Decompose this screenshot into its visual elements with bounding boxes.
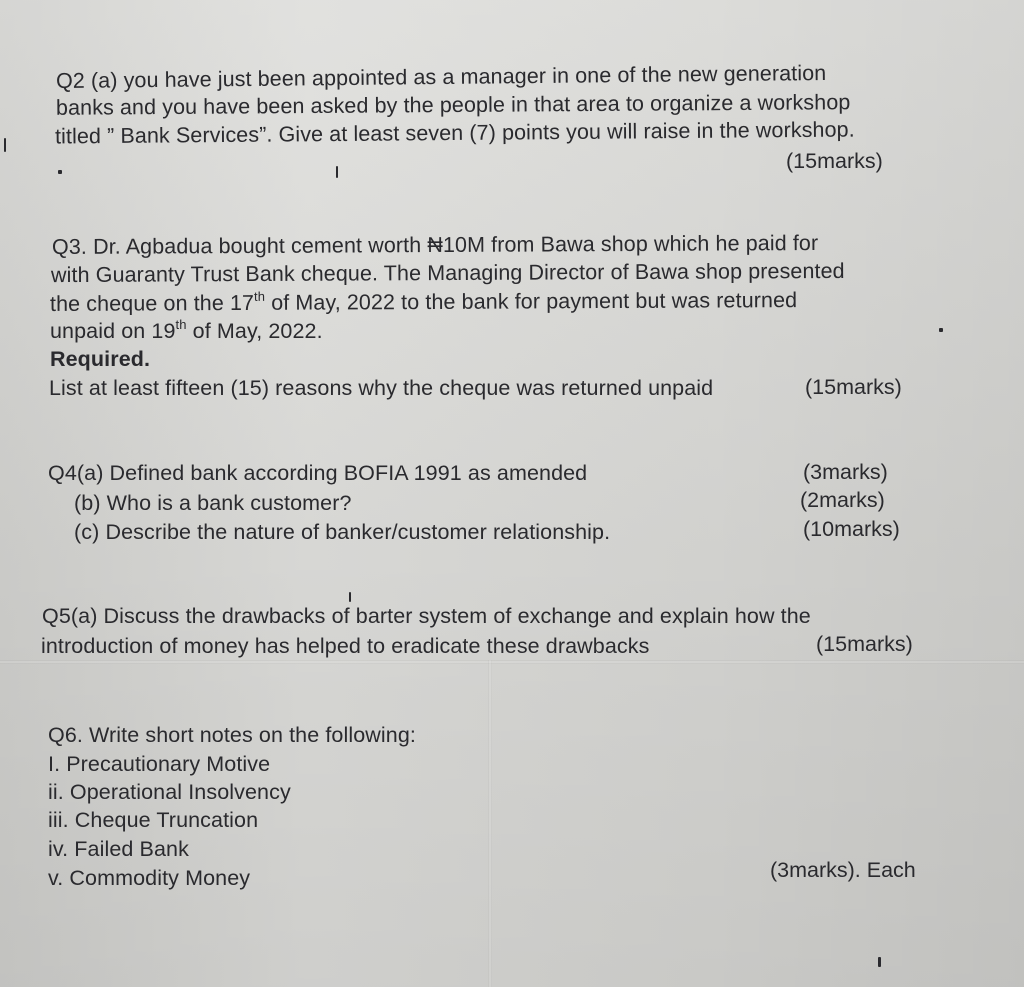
q3-task: List at least fifteen (15) reasons why the cheque was returned unpaid — [49, 376, 714, 400]
q2-marks: (15marks) — [786, 149, 883, 173]
q6-heading: Q6. Write short notes on the following: — [48, 723, 416, 747]
q4a-marks: (3marks) — [803, 460, 888, 484]
q6-item: iii. Cheque Truncation — [48, 808, 259, 832]
ink-speck — [939, 328, 943, 332]
q3-line-3-text-rest: of May, 2022 to the bank for payment but was returned — [265, 288, 798, 315]
q3-line-1: Q3. Dr. Agbadua bought cement worth ₦10M from Bawa shop which he paid for — [51, 230, 819, 260]
q5-line-1: Q5(a) Discuss the drawbacks of barter system of exchange and explain how the — [42, 604, 811, 628]
q4a-text: Q4(a) Defined bank according BOFIA 1991 as amended — [48, 461, 588, 485]
q5-line-2: introduction of money has helped to eradicate these drawbacks — [41, 634, 650, 658]
q2-line-3: titled ” Bank Services”. Give at least seven (7) points you will raise in the workshop. — [54, 117, 855, 149]
q5-marks: (15marks) — [816, 632, 913, 656]
q3-line-4-text-rest: of May, 2022. — [186, 319, 323, 343]
q4b-marks: (2marks) — [800, 488, 885, 512]
q4c-marks: (10marks) — [803, 517, 900, 541]
q6-item: v. Commodity Money — [48, 866, 251, 890]
paper-fold-horizontal — [0, 660, 1024, 664]
ink-speck — [878, 957, 881, 967]
q3-line-4-superscript: th — [175, 317, 187, 332]
q4c-text: (c) Describe the nature of banker/customer relationship. — [74, 520, 611, 544]
q6-item: ii. Operational Insolvency — [48, 780, 291, 804]
q6-item: iv. Failed Bank — [48, 837, 189, 861]
ink-speck — [58, 170, 62, 174]
q2-line-2: banks and you have been asked by the people in that area to organize a workshop — [55, 90, 851, 120]
q3-required-heading: Required. — [50, 347, 151, 371]
q3-line-4 — [50, 318, 323, 344]
q6-marks: (3marks). Each — [770, 858, 916, 882]
q3-line-3-text: the cheque on the 17 — [49, 290, 255, 316]
ink-speck — [4, 138, 6, 152]
q3-line-3-superscript: th — [253, 288, 266, 304]
q3-line-3 — [50, 287, 797, 317]
q3-marks: (15marks) — [805, 375, 902, 399]
ink-speck — [349, 592, 351, 602]
q2-line-1: Q2 (a) you have just been appointed as a manager in one of the new generation — [55, 60, 827, 94]
q3-line-2: with Guaranty Trust Bank cheque. The Managing Director of Bawa shop presented — [50, 258, 845, 288]
paper-fold-vertical — [488, 660, 492, 987]
q4b-text: (b) Who is a bank customer? — [74, 491, 352, 515]
q3-line-4-text: unpaid on 19 — [50, 319, 176, 343]
ink-speck — [336, 166, 338, 178]
q6-item: I. Precautionary Motive — [48, 752, 271, 776]
